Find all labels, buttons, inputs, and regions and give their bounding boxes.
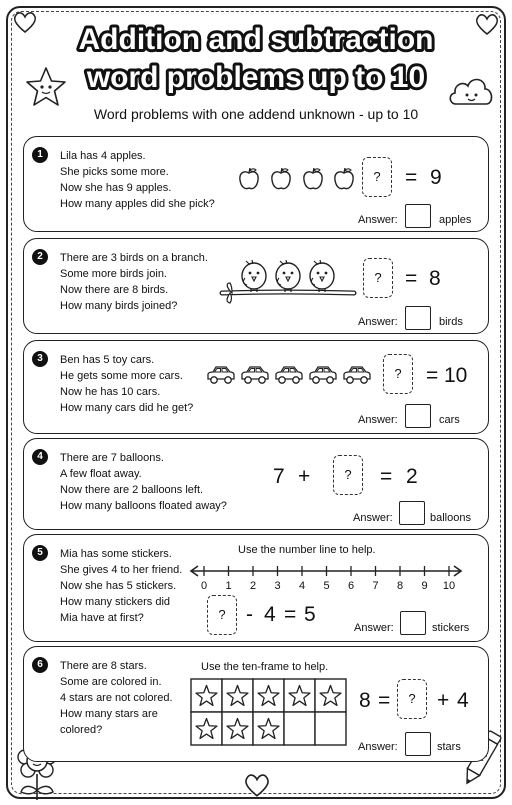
answer-label: Answer: — [354, 622, 394, 634]
unknown-box[interactable]: ? — [383, 354, 413, 394]
problem-number: 1 — [32, 147, 48, 163]
answer-label: Answer: — [358, 214, 398, 226]
car-icon — [240, 365, 270, 385]
helper-text: Use the number line to help. — [238, 544, 376, 556]
bird-icon — [242, 260, 266, 292]
problem-number: 3 — [32, 351, 48, 367]
answer-unit: cars — [439, 414, 460, 426]
answer-field[interactable] — [405, 306, 431, 330]
problem-text: Lila has 4 apples. She picks some more. Now she has 9 apples. How many apples did she pick? — [60, 150, 215, 210]
title-line-1: Addition and subtraction — [78, 23, 434, 56]
number-line-label: 3 — [274, 580, 281, 592]
problem-number: 2 — [32, 249, 48, 265]
result-value: 10 — [444, 364, 468, 387]
problem-number: 4 — [32, 449, 48, 465]
unknown-box[interactable]: ? — [333, 455, 363, 495]
bird-icon — [310, 260, 334, 292]
number-line-label: 2 — [249, 580, 257, 592]
problem-card-3 — [23, 340, 489, 434]
answer-field[interactable] — [400, 611, 426, 635]
problem-text: There are 3 birds on a branch. Some more birds join. Now there are 8 birds. How many birds joined? — [60, 252, 208, 312]
result-value: 2 — [406, 465, 418, 488]
problem-card-6 — [23, 646, 489, 762]
heart-icon — [12, 10, 38, 34]
answer-unit: birds — [439, 316, 463, 328]
answer-label: Answer: — [353, 512, 393, 524]
number-line-label: 9 — [421, 580, 428, 592]
operator-sign: - — [246, 603, 253, 626]
heart-icon — [243, 772, 271, 798]
number-line-label: 0 — [200, 580, 208, 592]
number-line-label: 6 — [347, 580, 355, 592]
subtrahend-value: 4 — [264, 603, 276, 626]
ten-frame-cell — [284, 712, 315, 745]
equals-sign: = — [426, 364, 439, 387]
number-line-label: 10 — [442, 580, 456, 592]
car-icon — [274, 365, 304, 385]
bird-icon — [276, 260, 300, 292]
page-title — [48, 14, 464, 98]
equals-sign: = — [405, 166, 418, 189]
operator-sign: + — [298, 465, 311, 488]
equals-sign: = — [378, 689, 391, 712]
number-line-label: 7 — [372, 580, 379, 592]
apple-icon — [333, 167, 355, 191]
answer-unit: apples — [439, 214, 472, 226]
ten-frame-cell — [315, 712, 346, 745]
problem-text: There are 7 balloons. A few float away. Now there are 2 balloons left. How many balloons floated away? — [60, 452, 227, 512]
problem-number: 6 — [32, 657, 48, 673]
page-subtitle: Word problems with one addend unknown - up to 10 — [93, 106, 419, 122]
car-icon — [342, 365, 372, 385]
answer-field[interactable] — [405, 732, 431, 756]
result-value: 8 — [429, 267, 441, 290]
problem-text: There are 8 stars. Some are colored in. 4 stars are not colored. How many stars are colored? — [60, 660, 173, 736]
answer-unit: balloons — [430, 512, 471, 524]
result-value: 9 — [430, 166, 442, 189]
unknown-box[interactable]: ? — [207, 595, 237, 635]
title-line-2: word problems up to 10 — [86, 61, 426, 94]
number-line-label: 8 — [396, 580, 404, 592]
answer-unit: stickers — [432, 622, 470, 634]
apple-icon — [302, 167, 324, 191]
equals-sign: = — [380, 465, 393, 488]
answer-field[interactable] — [405, 204, 431, 228]
car-icon — [308, 365, 338, 385]
number-line-label: 5 — [323, 580, 330, 592]
answer-label: Answer: — [358, 414, 398, 426]
ten-frame — [190, 678, 348, 746]
apple-icon — [238, 167, 260, 191]
apple-icon — [270, 167, 292, 191]
addend-value: 4 — [457, 689, 469, 712]
answer-label: Answer: — [358, 316, 398, 328]
number-line-label: 1 — [225, 580, 232, 592]
unknown-box[interactable]: ? — [397, 679, 427, 719]
total-value: 8 — [359, 689, 371, 712]
problem-text: Mia has some stickers. She gives 4 to her friend. Now she has 5 stickers. How many stickers did Mia have at first? — [60, 548, 183, 624]
operator-sign: + — [437, 689, 450, 712]
unknown-box[interactable]: ? — [363, 258, 393, 298]
equals-sign: = — [284, 603, 297, 626]
car-icon — [206, 365, 236, 385]
problem-card-5 — [23, 534, 489, 642]
result-value: 5 — [304, 603, 316, 626]
number-line-label: 4 — [298, 580, 306, 592]
unknown-box[interactable]: ? — [362, 157, 392, 197]
answer-label: Answer: — [358, 741, 398, 753]
problem-card-1 — [23, 136, 489, 232]
start-value: 7 — [273, 465, 285, 488]
problem-card-4 — [23, 438, 489, 530]
problem-number: 5 — [32, 545, 48, 561]
answer-field[interactable] — [399, 501, 425, 525]
answer-unit: stars — [437, 741, 461, 753]
number-line — [188, 561, 464, 591]
birds-on-branch-icon — [220, 255, 356, 305]
helper-text: Use the ten-frame to help. — [201, 661, 329, 673]
problem-card-2 — [23, 238, 489, 334]
equals-sign: = — [405, 267, 418, 290]
heart-icon — [474, 12, 500, 36]
problem-text: Ben has 5 toy cars. He gets some more cars. Now he has 10 cars. How many cars did he get? — [60, 354, 194, 414]
answer-field[interactable] — [405, 404, 431, 428]
